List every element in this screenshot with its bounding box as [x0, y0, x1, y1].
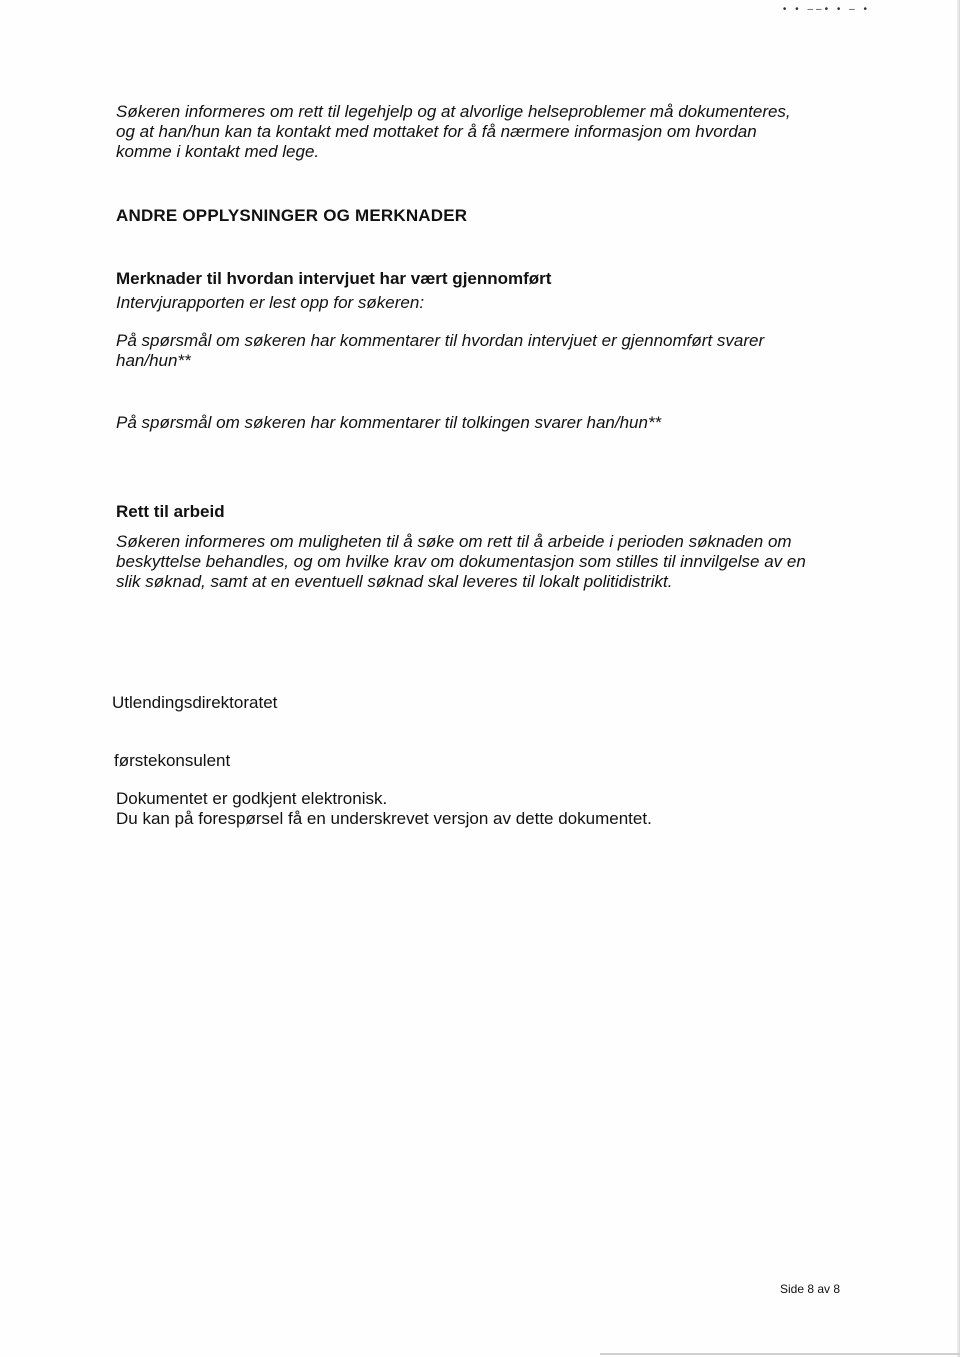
- question1-line: På spørsmål om søkeren har kommentarer til hvordan intervjuet er gjennomført svarer: [116, 331, 765, 350]
- work-line: beskyttelse behandles, og om hvilke krav om dokumentasjon som stilles til innvilgelse av en: [116, 552, 806, 571]
- intro-line: komme i kontakt med lege.: [116, 142, 320, 161]
- question1-line: han/hun**: [116, 351, 191, 370]
- approval-line: Du kan på forespørsel få en underskrevet versjon av dette dokumentet.: [116, 809, 652, 828]
- intro-line: og at han/hun kan ta kontakt med mottaket for å få nærmere informasjon om hvordan: [116, 122, 757, 141]
- question-interpreter-comments: På spørsmål om søkeren har kommentarer til tolkingen svarer han/hun**: [116, 413, 662, 432]
- scan-specks: • • ‒‒• • ‒ •: [782, 4, 870, 15]
- intro-line: Søkeren informeres om rett til legehjelp og at alvorlige helseproblemer må dokumenteres,: [116, 102, 791, 121]
- question-interview-comments: [116, 331, 846, 371]
- scan-edge-bottom: [600, 1353, 960, 1355]
- section-heading: ANDRE OPPLYSNINGER OG MERKNADER: [116, 206, 468, 225]
- work-heading: Rett til arbeid: [116, 502, 225, 521]
- page-number: Side 8 av 8: [780, 1282, 841, 1296]
- interview-read-text: Intervjurapporten er lest opp for søkeren:: [116, 293, 425, 312]
- remarks-heading: Merknader til hvordan intervjuet har vært gjennomført: [116, 269, 552, 288]
- organization-name: Utlendingsdirektoratet: [112, 693, 278, 712]
- work-line: Søkeren informeres om muligheten til å søke om rett til å arbeide i perioden søknaden om: [116, 532, 792, 551]
- work-paragraph: [116, 532, 846, 592]
- approval-note: [116, 789, 846, 829]
- signer-role: førstekonsulent: [114, 751, 231, 770]
- approval-line: Dokumentet er godkjent elektronisk.: [116, 789, 388, 808]
- work-line: slik søknad, samt at en eventuell søknad skal leveres til lokalt politidistrikt.: [116, 572, 673, 591]
- intro-paragraph: [116, 102, 846, 162]
